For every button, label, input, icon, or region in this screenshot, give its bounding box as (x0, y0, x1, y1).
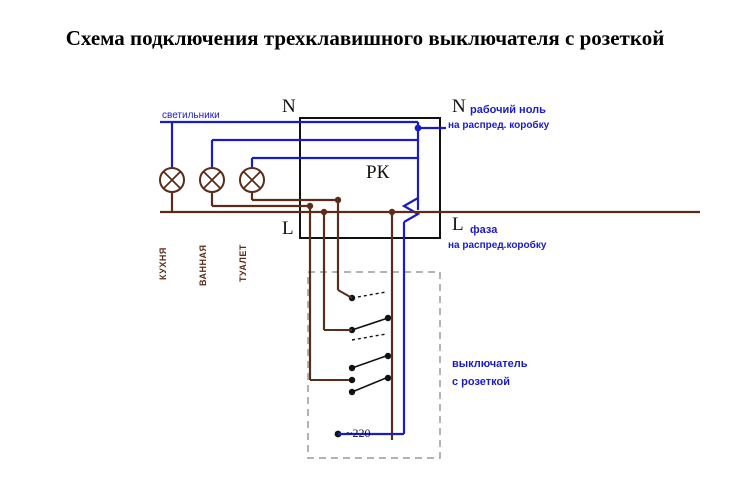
switch-lever-2-dashed (352, 334, 386, 340)
switch-contact-common-2 (385, 353, 391, 359)
switch-contact-common-1 (385, 375, 391, 381)
label-switch-note-line2: с розеткой (452, 376, 510, 388)
label-N-note-main: N (452, 96, 466, 117)
neutral-jog (404, 198, 418, 222)
phase-dot-1 (307, 203, 313, 209)
switch-lever-3 (352, 318, 388, 330)
label-L-left: L (282, 218, 294, 239)
phase-dot-socket (389, 209, 395, 215)
switch-lever-1 (352, 378, 386, 392)
label-N-note-line2: на распред. коробку (448, 120, 550, 131)
label-lamp-3: ТУАЛЕТ (238, 244, 248, 282)
phase-dot-3 (335, 197, 341, 203)
switch-lever-3-dashed (352, 292, 386, 298)
lamp-symbol-3 (240, 168, 264, 192)
lamp-symbol-1 (160, 168, 184, 192)
neutral-junction-dot (415, 125, 422, 132)
phase-dot-2 (321, 209, 327, 215)
switch-lever-2 (352, 356, 386, 368)
label-L-note-line2: на распред.коробку (448, 240, 547, 251)
label-lamp-2: ВАННАЯ (198, 244, 208, 286)
switch-enclosure-dashed (308, 272, 440, 458)
label-lamp-1: КУХНЯ (158, 247, 168, 280)
switch-contact-1b (349, 377, 355, 383)
label-N-top: N (282, 96, 296, 117)
label-junction-box: РК (366, 162, 390, 183)
lamp-symbol-2 (200, 168, 224, 192)
label-L-note-main: L (452, 214, 464, 235)
label-N-note-line1: рабочий ноль (470, 104, 546, 116)
label-L-note-line1: фаза (470, 224, 498, 236)
page-title: Схема подключения трехклавишного выключателя с розеткой (65, 26, 665, 50)
label-switch-note-line1: выключатель (452, 358, 528, 370)
label-svetilniki: светильники (162, 110, 220, 121)
label-voltage: ~220 (346, 426, 371, 440)
phase-link-3 (338, 290, 352, 298)
